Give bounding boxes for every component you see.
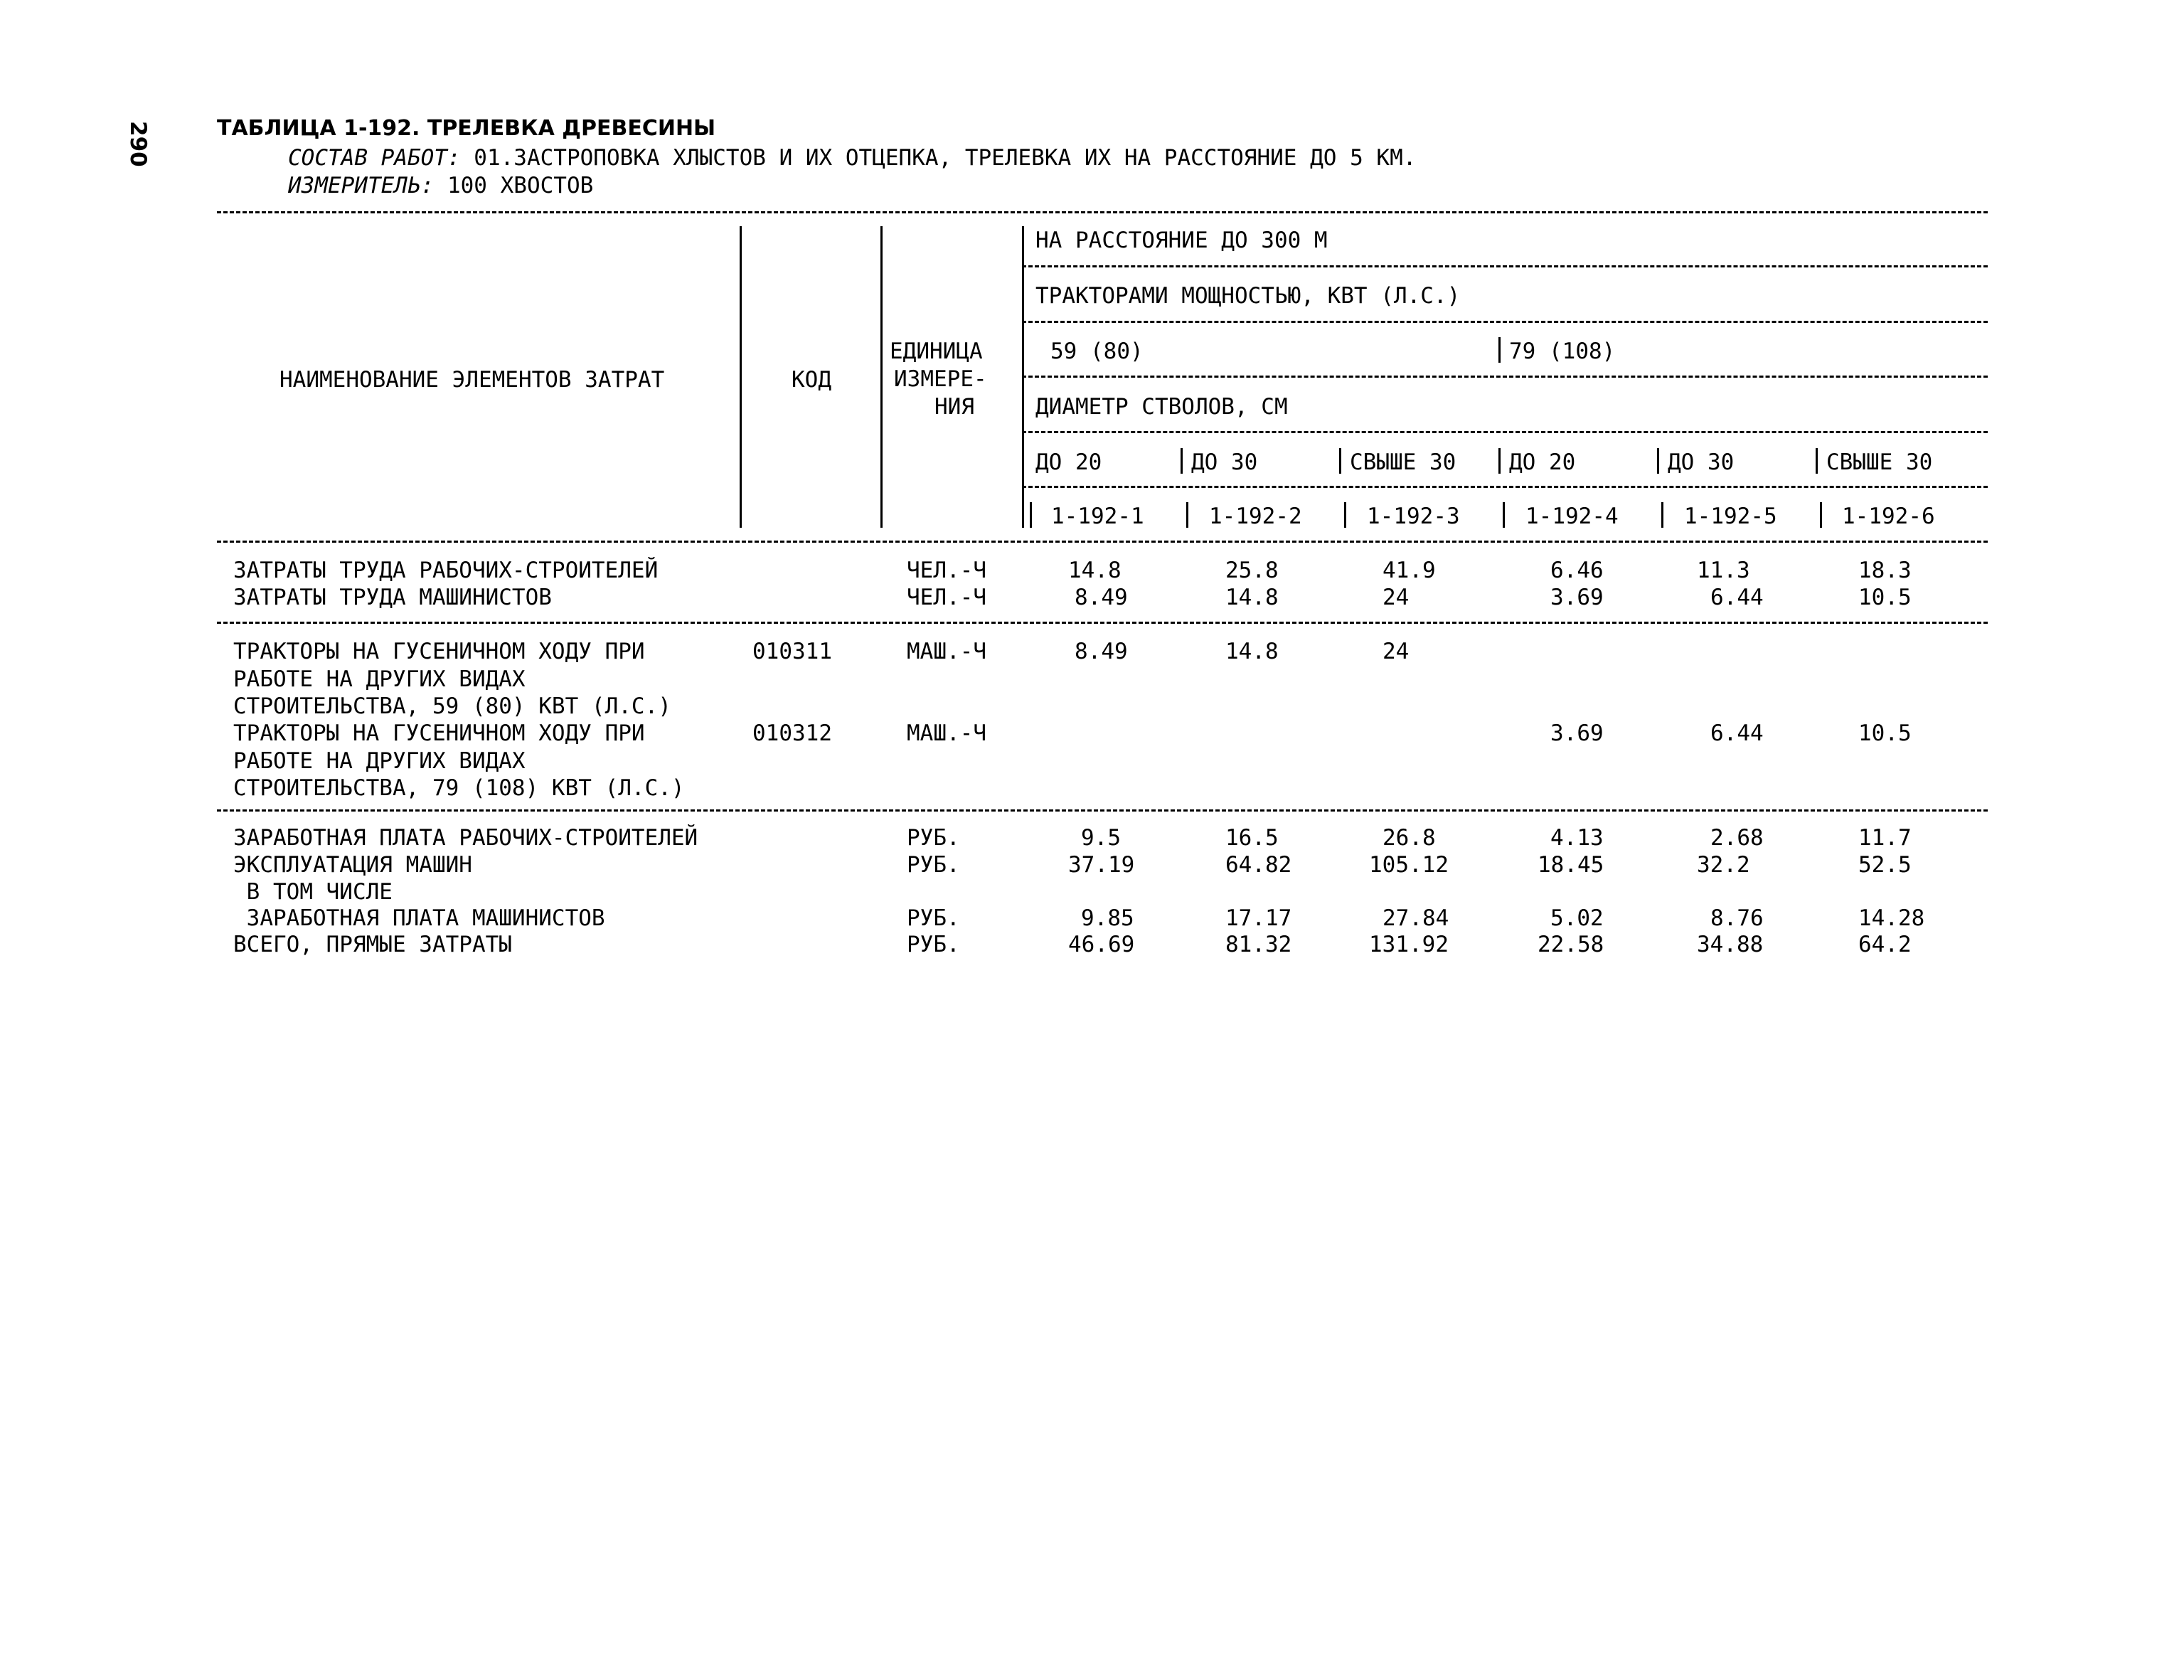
cost-value-1-5: 2.68 xyxy=(1710,825,1764,851)
machine-2-code: 010312 xyxy=(752,721,832,746)
cost-value-1-4: 4.13 xyxy=(1550,825,1604,851)
machine-2-value-2: 6.44 xyxy=(1710,721,1764,746)
header-code-6: 1-192-6 xyxy=(1842,504,1935,529)
header-rule-3 xyxy=(1022,376,1988,378)
header-diameter: ДИАМЕТР СТВОЛОВ, СМ xyxy=(1035,394,1288,420)
cost-name-2: ЭКСПЛУАТАЦИЯ МАШИН xyxy=(233,852,472,878)
labor-value-2-4: 3.69 xyxy=(1550,585,1604,610)
cost-value-4-1: 9.85 xyxy=(1081,905,1134,931)
header-power-1: 59 (80) xyxy=(1050,339,1144,364)
machine-1-value-3: 24 xyxy=(1383,639,1410,664)
header-divider-diam-5 xyxy=(1657,448,1659,474)
header-divider-name-code xyxy=(740,226,742,528)
header-name: НАИМЕНОВАНИЕ ЭЛЕМЕНТОВ ЗАТРАТ xyxy=(279,367,665,393)
machine-1-name-l2: РАБОТЕ НА ДРУГИХ ВИДАХ xyxy=(233,666,526,692)
labor-name-2: ЗАТРАТЫ ТРУДА МАШИНИСТОВ xyxy=(233,585,552,610)
machine-2-name-l3: СТРОИТЕЛЬСТВА, 79 (108) КВТ (Л.С.) xyxy=(233,775,685,801)
cost-name-4: ЗАРАБОТНАЯ ПЛАТА МАШИНИСТОВ xyxy=(233,905,605,931)
composition-line xyxy=(288,145,1416,171)
header-code-5: 1-192-5 xyxy=(1684,504,1777,529)
header-divider-diam-4 xyxy=(1498,448,1501,474)
labor-bottom-rule xyxy=(217,622,1988,624)
labor-value-2-5: 6.44 xyxy=(1710,585,1764,610)
cost-value-1-1: 9.5 xyxy=(1081,825,1121,851)
cost-value-1-6: 11.7 xyxy=(1858,825,1912,851)
labor-value-1-2: 25.8 xyxy=(1225,558,1279,583)
header-divider-code-3 xyxy=(1344,502,1346,528)
header-diam-3: СВЫШЕ 30 xyxy=(1350,450,1456,475)
cost-value-2-4: 18.45 xyxy=(1538,852,1604,878)
header-divider-code-unit xyxy=(880,226,883,528)
machine-2-value-3: 10.5 xyxy=(1858,721,1912,746)
header-distance: НА РАССТОЯНИЕ ДО 300 М xyxy=(1035,228,1328,253)
header-code-1: 1-192-1 xyxy=(1051,504,1144,529)
machine-1-code: 010311 xyxy=(752,639,832,664)
header-divider-diam-2 xyxy=(1181,448,1183,474)
labor-value-2-1: 8.49 xyxy=(1075,585,1128,610)
labor-value-2-6: 10.5 xyxy=(1858,585,1912,610)
labor-unit-1: ЧЕЛ.-Ч xyxy=(907,558,986,583)
cost-value-5-1: 46.69 xyxy=(1068,932,1135,957)
cost-unit-4: РУБ. xyxy=(907,905,960,931)
labor-value-2-3: 24 xyxy=(1383,585,1410,610)
cost-value-2-3: 105.12 xyxy=(1369,852,1449,878)
labor-unit-2: ЧЕЛ.-Ч xyxy=(907,585,986,610)
composition-text: 01.ЗАСТРОПОВКА ХЛЫСТОВ И ИХ ОТЦЕПКА, ТРЕЛЕВКА ИХ НА РАССТОЯНИЕ ДО 5 КМ. xyxy=(460,145,1417,171)
labor-value-1-4: 6.46 xyxy=(1550,558,1604,583)
cost-unit-5: РУБ. xyxy=(907,932,960,957)
cost-value-4-3: 27.84 xyxy=(1383,905,1449,931)
cost-value-1-3: 26.8 xyxy=(1383,825,1436,851)
cost-value-4-2: 17.17 xyxy=(1225,905,1292,931)
header-code-3: 1-192-3 xyxy=(1367,504,1460,529)
cost-value-5-4: 22.58 xyxy=(1538,932,1604,957)
header-divider-code-2 xyxy=(1186,502,1188,528)
header-power-2: 79 (108) xyxy=(1509,339,1616,364)
cost-value-5-6: 64.2 xyxy=(1858,932,1912,957)
header-divider-code-6 xyxy=(1820,502,1822,528)
table-top-rule xyxy=(217,211,1988,213)
cost-value-2-5: 32.2 xyxy=(1697,852,1750,878)
machine-2-value-1: 3.69 xyxy=(1550,721,1604,746)
cost-name-1: ЗАРАБОТНАЯ ПЛАТА РАБОЧИХ-СТРОИТЕЛЕЙ xyxy=(233,825,698,851)
header-diam-2: ДО 30 xyxy=(1191,450,1258,475)
header-code: КОД xyxy=(792,367,831,393)
cost-name-3: В ТОМ ЧИСЛЕ xyxy=(233,879,393,905)
labor-value-1-6: 18.3 xyxy=(1858,558,1912,583)
header-unit-l1: ЕДИНИЦА xyxy=(890,339,983,364)
page-number: 290 xyxy=(125,121,151,167)
header-unit-l3: НИЯ xyxy=(934,394,974,420)
composition-label: СОСТАВ РАБОТ: xyxy=(288,145,461,171)
cost-name-5: ВСЕГО, ПРЯМЫЕ ЗАТРАТЫ xyxy=(233,932,512,957)
machine-2-name-l2: РАБОТЕ НА ДРУГИХ ВИДАХ xyxy=(233,748,526,774)
header-rule-4 xyxy=(1022,431,1988,433)
header-bottom-rule xyxy=(217,541,1988,543)
header-rule-5 xyxy=(1022,486,1988,488)
header-divider-code-1 xyxy=(1030,502,1032,528)
cost-value-2-6: 52.5 xyxy=(1858,852,1912,878)
cost-value-4-4: 5.02 xyxy=(1550,905,1604,931)
cost-value-2-2: 64.82 xyxy=(1225,852,1292,878)
labor-name-1: ЗАТРАТЫ ТРУДА РАБОЧИХ-СТРОИТЕЛЕЙ xyxy=(233,558,659,583)
labor-value-1-3: 41.9 xyxy=(1383,558,1436,583)
machine-1-unit: МАШ.-Ч xyxy=(907,639,986,664)
cost-value-5-3: 131.92 xyxy=(1369,932,1449,957)
unit-text: 100 ХВОСТОВ xyxy=(434,173,594,198)
cost-value-4-6: 14.28 xyxy=(1858,905,1925,931)
machines-bottom-rule xyxy=(217,809,1988,812)
header-divider-diam-3 xyxy=(1339,448,1341,474)
header-rule-1 xyxy=(1022,265,1988,267)
unit-label: ИЗМЕРИТЕЛЬ: xyxy=(288,173,435,198)
cost-value-5-2: 81.32 xyxy=(1225,932,1292,957)
labor-value-1-5: 11.3 xyxy=(1697,558,1750,583)
table-title: ТАБЛИЦА 1-192. ТРЕЛЕВКА ДРЕВЕСИНЫ xyxy=(217,116,716,141)
cost-unit-2: РУБ. xyxy=(907,852,960,878)
cost-value-4-5: 8.76 xyxy=(1710,905,1764,931)
header-diam-4: ДО 20 xyxy=(1509,450,1576,475)
header-divider-diam-6 xyxy=(1816,448,1818,474)
cost-value-5-5: 34.88 xyxy=(1697,932,1764,957)
machine-2-name-l1: ТРАКТОРЫ НА ГУСЕНИЧНОМ ХОДУ ПРИ xyxy=(233,721,645,746)
unit-line xyxy=(288,173,593,198)
labor-value-2-2: 14.8 xyxy=(1225,585,1279,610)
header-diam-5: ДО 30 xyxy=(1668,450,1735,475)
header-diam-1: ДО 20 xyxy=(1035,450,1102,475)
machine-2-unit: МАШ.-Ч xyxy=(907,721,986,746)
header-code-4: 1-192-4 xyxy=(1525,504,1619,529)
machine-1-name-l3: СТРОИТЕЛЬСТВА, 59 (80) КВТ (Л.С.) xyxy=(233,693,671,719)
cost-value-2-1: 37.19 xyxy=(1068,852,1135,878)
header-divider-power xyxy=(1498,337,1501,363)
header-rule-2 xyxy=(1022,321,1988,323)
cost-unit-1: РУБ. xyxy=(907,825,960,851)
labor-value-1-1: 14.8 xyxy=(1068,558,1122,583)
header-tractors: ТРАКТОРАМИ МОЩНОСТЬЮ, КВТ (Л.С.) xyxy=(1035,283,1461,309)
machine-1-name-l1: ТРАКТОРЫ НА ГУСЕНИЧНОМ ХОДУ ПРИ xyxy=(233,639,645,664)
header-code-2: 1-192-2 xyxy=(1209,504,1302,529)
header-divider-code-5 xyxy=(1661,502,1663,528)
cost-value-1-2: 16.5 xyxy=(1225,825,1279,851)
machine-1-value-1: 8.49 xyxy=(1075,639,1128,664)
header-diam-6: СВЫШЕ 30 xyxy=(1826,450,1933,475)
header-unit-l2: ИЗМЕРЕ- xyxy=(894,366,987,392)
machine-1-value-2: 14.8 xyxy=(1225,639,1279,664)
header-divider-unit-values xyxy=(1022,226,1024,528)
header-divider-code-4 xyxy=(1503,502,1505,528)
